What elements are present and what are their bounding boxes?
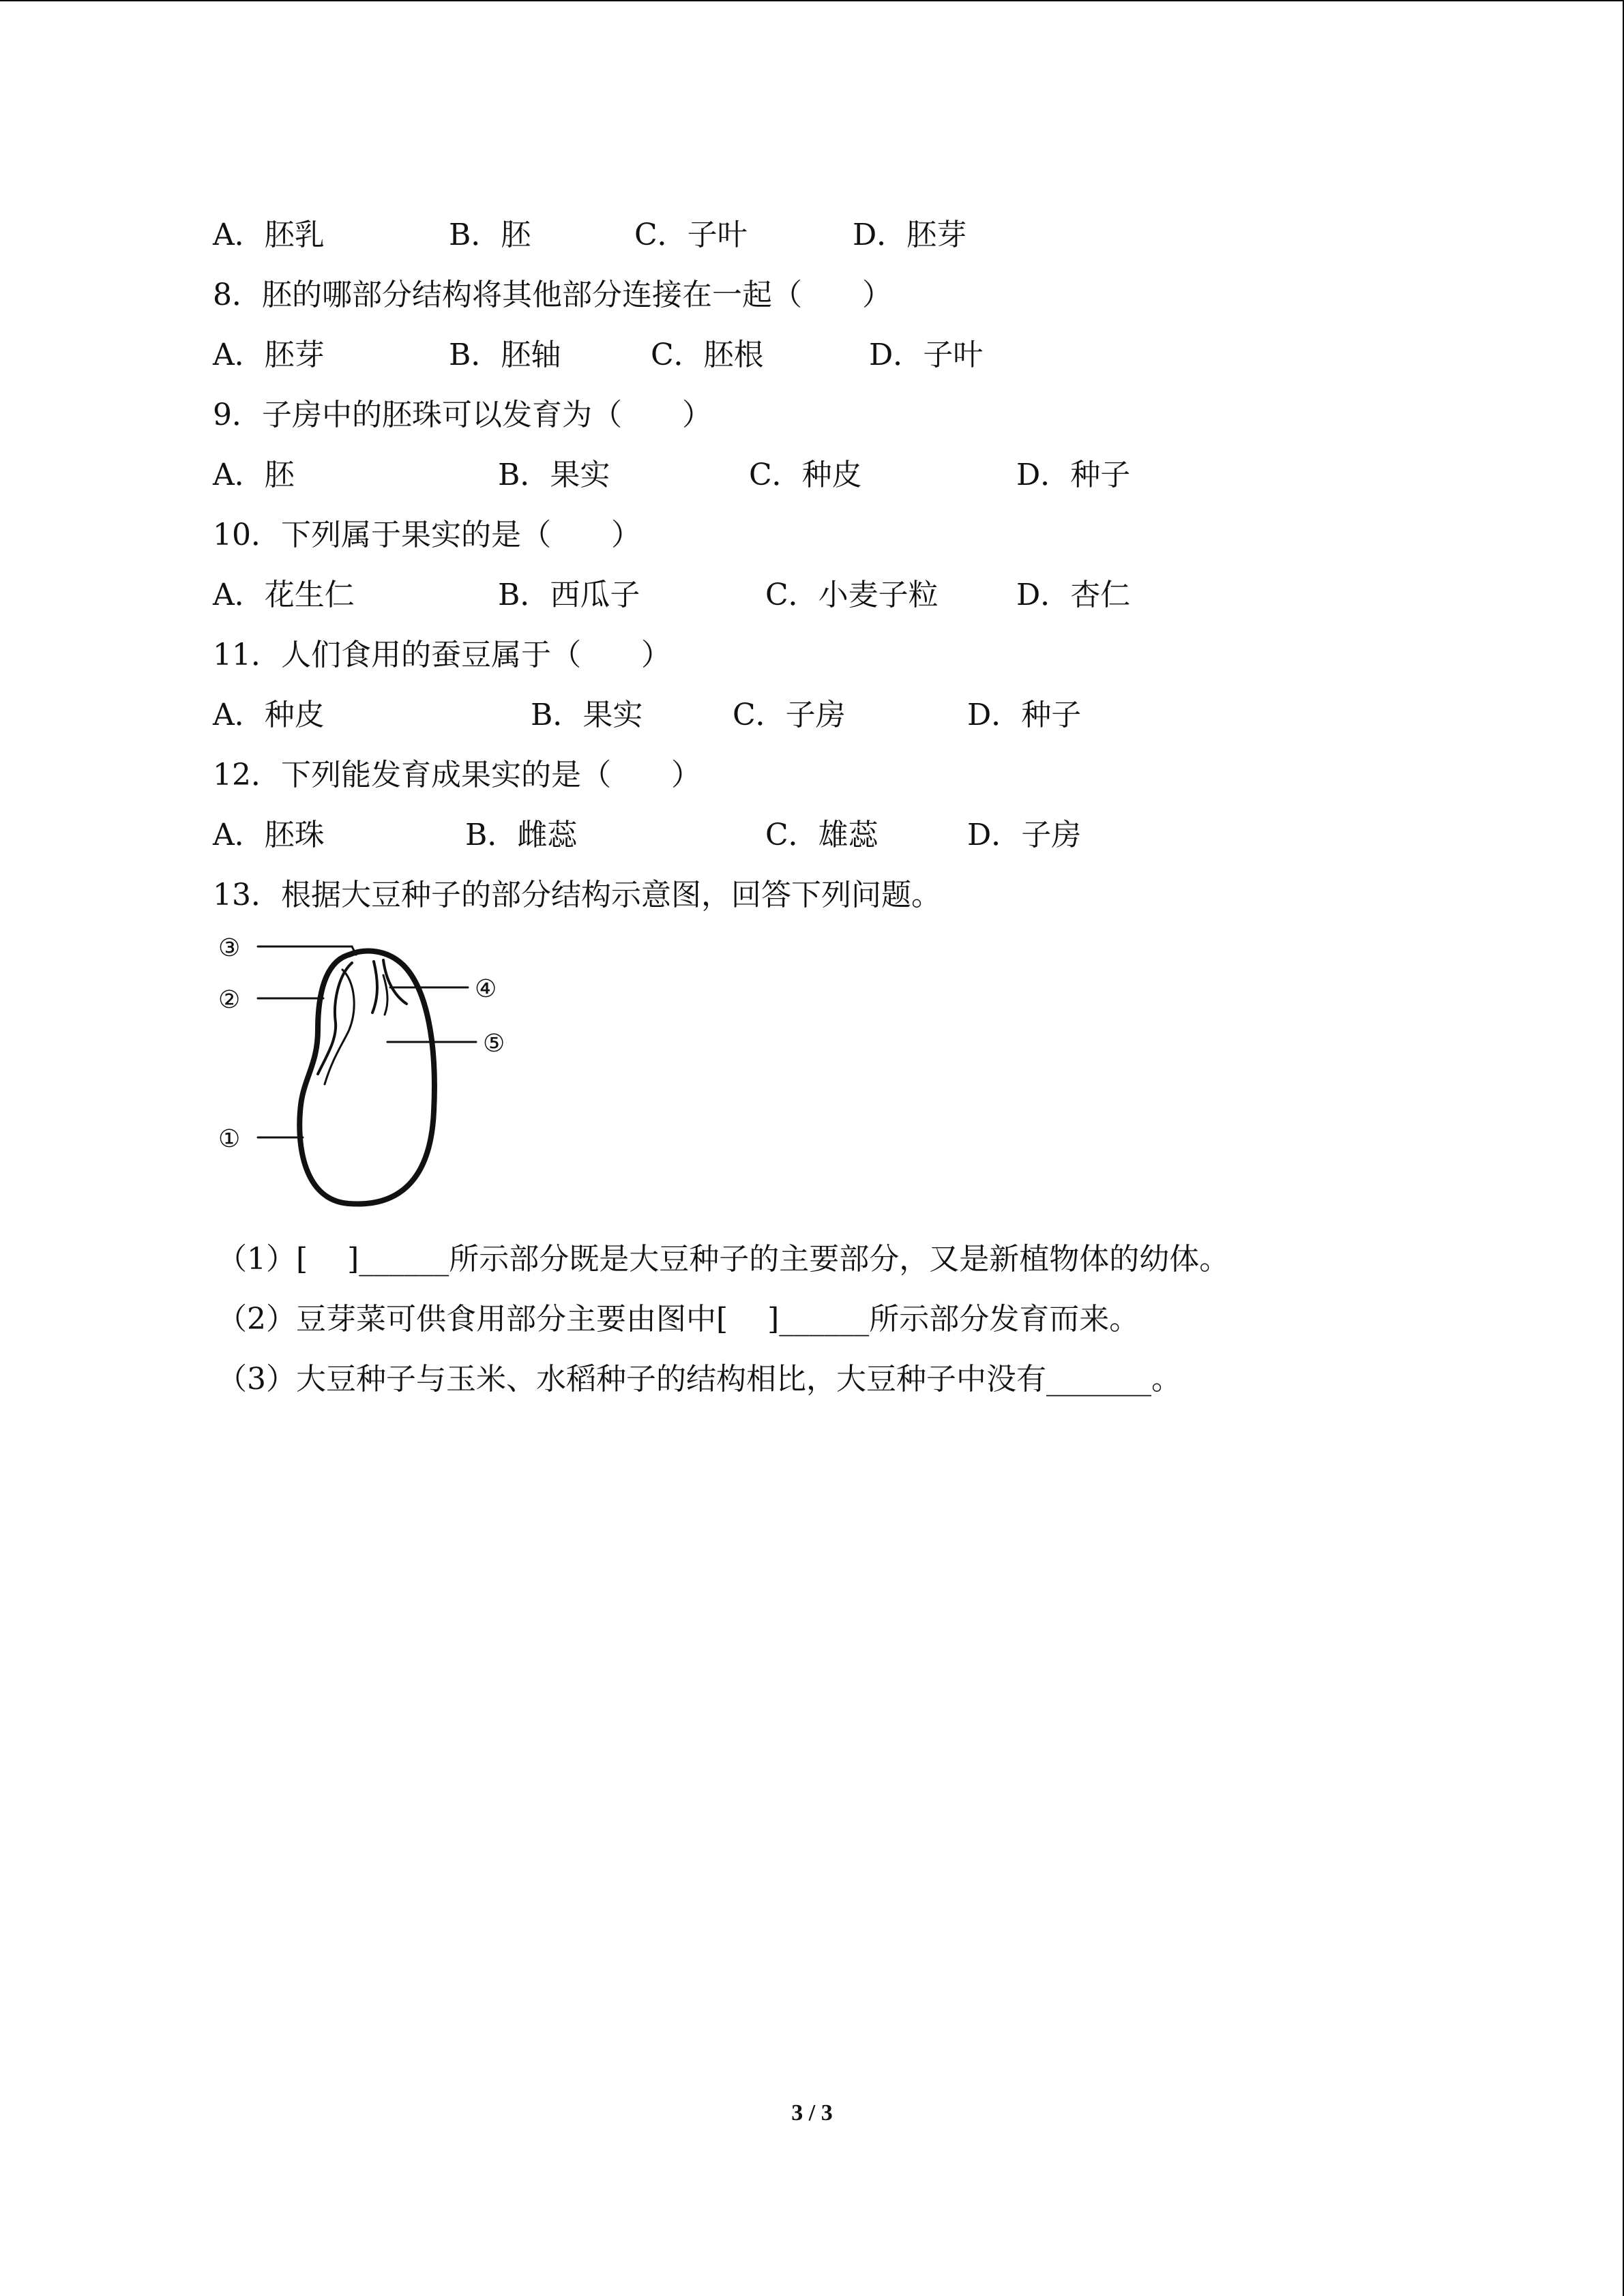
q13-sub3: （3）大豆种子与玉米、水稻种子的结构相比，大豆种子中没有_______。 [217, 1362, 1181, 1397]
q11-option-a[interactable]: A．种皮 [213, 698, 325, 732]
q8-option-d[interactable]: D．子叶 [869, 338, 984, 372]
q12-stem: 12．下列能发育成果实的是（ ） [213, 758, 701, 792]
figure-label-2: ② [218, 986, 241, 1014]
q7-option-a[interactable]: A．胚乳 [213, 218, 325, 252]
q8-stem: 8．胚的哪部分结构将其他部分连接在一起（ ） [213, 278, 892, 312]
q13-stem: 13．根据大豆种子的部分结构示意图，回答下列问题。 [213, 878, 941, 912]
q10-option-c[interactable]: C．小麦子粒 [765, 578, 939, 612]
q9-option-b[interactable]: B．果实 [498, 458, 610, 492]
soybean-seed-diagram [216, 927, 529, 1214]
q9-option-d[interactable]: D．种子 [1016, 458, 1131, 492]
plumule-leaf [383, 975, 387, 1015]
figure-label-3: ③ [218, 934, 241, 962]
q10-stem: 10．下列属于果实的是（ ） [213, 518, 641, 552]
q10-option-a[interactable]: A．花生仁 [213, 578, 355, 612]
q8-option-c[interactable]: C．胚根 [651, 338, 764, 372]
q9-option-a[interactable]: A．胚 [213, 458, 295, 492]
plumule-leaf [372, 961, 377, 1013]
figure-label-5: ⑤ [483, 1030, 505, 1058]
q12-option-a[interactable]: A．胚珠 [213, 818, 325, 852]
q11-stem: 11．人们食用的蚕豆属于（ ） [213, 638, 671, 672]
q13-sub2: （2）豆芽菜可供食用部分主要由图中[ ]______所示部分发育而来。 [217, 1302, 1140, 1337]
figure-label-1: ① [218, 1125, 241, 1153]
q9-stem: 9．子房中的胚珠可以发育为（ ） [213, 398, 712, 432]
q10-option-d[interactable]: D．杏仁 [1016, 578, 1131, 612]
q7-option-c[interactable]: C．子叶 [634, 218, 748, 252]
q8-option-b[interactable]: B．胚轴 [449, 338, 561, 372]
q9-option-c[interactable]: C．种皮 [749, 458, 862, 492]
q11-option-c[interactable]: C．子房 [733, 698, 846, 732]
q10-option-b[interactable]: B．西瓜子 [498, 578, 640, 612]
page-number: 3 / 3 [791, 2100, 833, 2126]
seed-coat-outline [299, 951, 434, 1204]
q7-option-d[interactable]: D．胚芽 [853, 218, 967, 252]
q8-option-a[interactable]: A．胚芽 [213, 338, 325, 372]
figure-label-4: ④ [475, 975, 497, 1003]
q12-option-b[interactable]: B．雌蕊 [465, 818, 578, 852]
q12-option-c[interactable]: C．雄蕊 [765, 818, 879, 852]
q11-option-b[interactable]: B．果实 [531, 698, 643, 732]
q13-sub1: （1）[ ]______所示部分既是大豆种子的主要部分，又是新植物体的幼体。 [217, 1242, 1230, 1277]
q12-option-d[interactable]: D．子房 [967, 818, 1082, 852]
q7-option-b[interactable]: B．胚 [449, 218, 531, 252]
q11-option-d[interactable]: D．种子 [967, 698, 1082, 732]
